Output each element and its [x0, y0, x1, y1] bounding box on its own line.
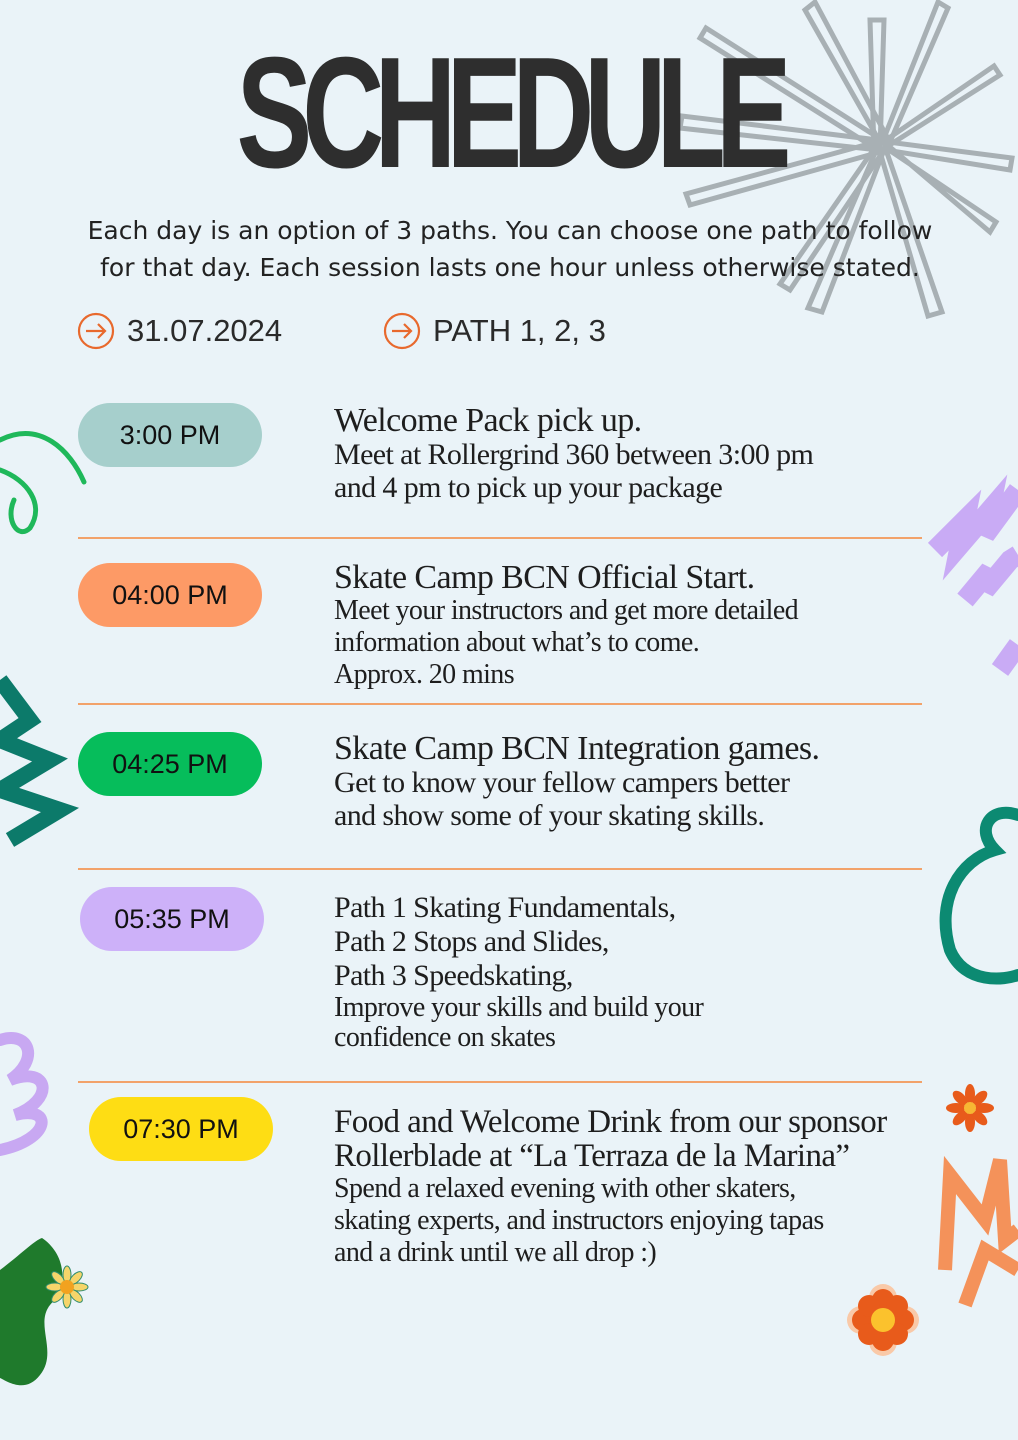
session-detail: confidence on skates [334, 1022, 556, 1053]
lavender-zigzag-decoration [935, 490, 1018, 670]
session-detail: Meet your instructors and get more detailed [334, 595, 799, 626]
session-detail: Get to know your fellow campers better [334, 766, 790, 799]
time-pill: 04:00 PM [78, 563, 262, 627]
session-detail: skating experts, and instructors enjoying tapas [334, 1205, 824, 1236]
page-title: SCHEDULE [236, 25, 782, 201]
session-description [334, 404, 934, 504]
teal-zigzag-decoration [0, 680, 60, 840]
session-heading: Skate Camp BCN Official Start. [334, 559, 755, 596]
lavender-scribble-decoration [0, 1038, 43, 1150]
session-detail: information about what’s to come. [334, 627, 700, 658]
divider [78, 537, 922, 539]
divider [78, 703, 922, 705]
session-description [334, 891, 934, 1053]
session-heading: Path 1 Skating Fundamentals, [334, 891, 676, 924]
session-description [334, 732, 934, 832]
arrow-circle-icon [77, 312, 115, 350]
session-heading: Food and Welcome Drink from our sponsor [334, 1104, 887, 1140]
session-detail: Approx. 20 mins [334, 659, 515, 690]
orange-zigzag-decoration [945, 1160, 1018, 1305]
green-blob-decoration [0, 1238, 62, 1385]
small-orange-flower-decoration [946, 1084, 994, 1132]
session-heading: Path 2 Stops and Slides, [334, 925, 609, 958]
intro-text [40, 212, 980, 286]
large-orange-flower-decoration [847, 1284, 919, 1356]
time-pill: 05:35 PM [80, 887, 264, 951]
time-pill: 3:00 PM [78, 403, 262, 467]
session-detail: Spend a relaxed evening with other skaters, [334, 1173, 796, 1204]
session-detail: Meet at Rollergrind 360 between 3:00 pm [334, 438, 814, 471]
paths-meta [383, 312, 606, 350]
daisy-flower-decoration [46, 1266, 88, 1308]
paths-label: PATH 1, 2, 3 [433, 313, 606, 348]
divider [78, 1081, 922, 1083]
intro-line: for that day. Each session lasts one hour unless otherwise stated. [100, 253, 920, 282]
session-heading: Rollerblade at “La Terraza de la Marina” [334, 1138, 850, 1174]
arrow-circle-icon [383, 312, 421, 350]
session-detail: Improve your skills and build your [334, 992, 704, 1023]
green-loop-decoration [0, 434, 84, 532]
session-detail: and 4 pm to pick up your package [334, 471, 723, 504]
teal-curve-decoration [946, 813, 1018, 979]
divider [78, 868, 922, 870]
session-heading: Path 3 Speedskating, [334, 959, 573, 992]
date-meta [77, 312, 282, 350]
time-pill: 07:30 PM [89, 1097, 273, 1161]
session-heading: Welcome Pack pick up. [334, 402, 642, 439]
session-detail: and a drink until we all drop :) [334, 1237, 657, 1268]
session-description [334, 561, 934, 691]
date-label: 31.07.2024 [127, 313, 283, 348]
intro-line: Each day is an option of 3 paths. You can choose one path to follow [87, 216, 933, 245]
session-heading: Skate Camp BCN Integration games. [334, 730, 820, 767]
time-pill: 04:25 PM [78, 732, 262, 796]
session-description [334, 1105, 934, 1269]
session-detail: and show some of your skating skills. [334, 799, 765, 832]
